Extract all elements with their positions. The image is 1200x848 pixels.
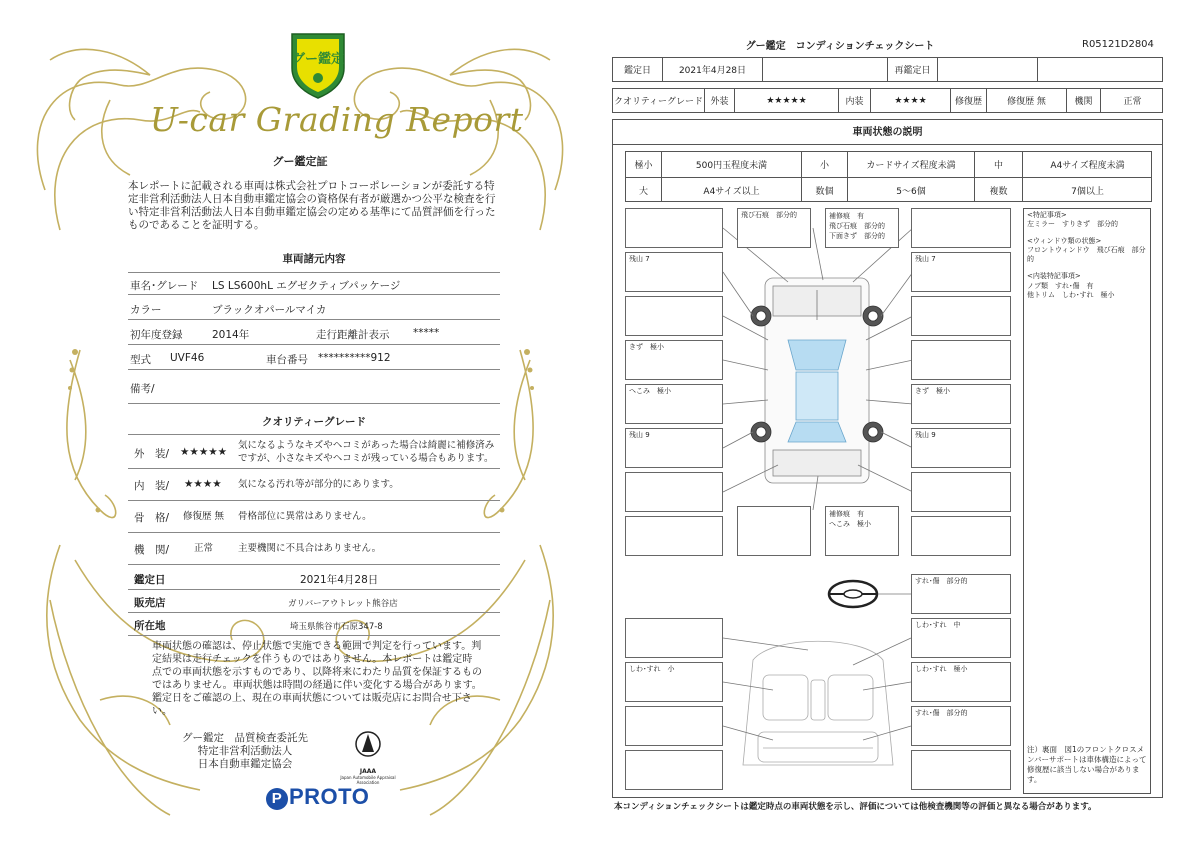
callout-text: しわ･すれ 極小	[915, 665, 968, 673]
callout-right-rear-tire	[911, 428, 1011, 468]
proto-mark-icon: P	[266, 788, 288, 810]
note-text: フロントウィンドウ 飛び石痕 部分的	[1027, 246, 1146, 264]
disclaimer: 車両状態の確認は、停止状態で実施できる範囲で判定を行っています。判定結果は走行チェックを伴うものではありません。本レポートは鑑定時点での車両状態を示すものであり、以降将来にわたり品質を保証するものではありません。車両状態は時間の経過に伴い変化する場合があります。鑑定日をご確認の上、現在の車両状態については販売店にお問合せ下さい。	[152, 641, 482, 717]
sheet-id: R05121D2804	[1082, 39, 1154, 50]
note-text: ノブ類 すれ･傷 有	[1027, 281, 1094, 290]
callout-box	[911, 472, 1011, 512]
callout-left-dent	[625, 384, 723, 424]
callout-box	[625, 208, 723, 248]
callout-text: しわ･すれ 小	[629, 665, 675, 673]
redate-value	[938, 58, 1038, 81]
spec-row-remarks	[128, 376, 500, 404]
registration-value: 2014年	[212, 329, 250, 341]
callout-box	[911, 340, 1011, 380]
shop-label: 販売店	[134, 597, 166, 609]
grade-engine-label: 機関	[1067, 89, 1101, 112]
callout-top-chip	[737, 208, 811, 248]
legend-value: 5～6個	[848, 178, 975, 202]
callout-left-tire	[625, 252, 723, 292]
proto-logo	[266, 784, 369, 810]
note-title: <内装特記事項>	[1027, 272, 1081, 281]
callout-box	[911, 208, 1011, 248]
address-value: 埼玉県熊谷市石原347-8	[290, 622, 383, 632]
redate-label: 再鑑定日	[888, 58, 938, 81]
grade-repair-value: 修復歴 無	[987, 89, 1067, 112]
callout-box	[911, 516, 1011, 556]
color-label: カラー	[130, 304, 162, 316]
badge-text: グー鑑定	[291, 52, 345, 67]
callout-text: きず 極小	[629, 343, 664, 351]
name-label: 車名･グレード	[130, 280, 199, 292]
callout-box	[625, 618, 723, 658]
callout-text: きず 極小	[915, 387, 950, 395]
callout-interior-r1	[911, 618, 1011, 658]
color-value: ブラックオパールマイカ	[212, 304, 327, 316]
callout-box	[737, 506, 811, 556]
sheet-footer: 本コンディションチェックシートは鑑定時点の車両状態を示し、評価については他検査機関等の評価と異なる場合があります。	[614, 802, 1097, 812]
legend-value: A4サイズ以上	[662, 178, 802, 202]
note-title: <ウィンドウ類の状態>	[1027, 237, 1102, 246]
note-text: 他トリム しわ･すれ 極小	[1027, 290, 1115, 299]
jaaa-emblem-icon	[353, 730, 383, 764]
callout-box	[625, 516, 723, 556]
spec-row-color	[128, 297, 500, 320]
cross-member-footnote: 注）裏面 図1のフロントクロスメンバーサポートは車体構造によって修復歴に該当しない場合があります。	[1027, 745, 1147, 785]
committee-line: 特定非営利活動法人	[197, 745, 293, 758]
date-value: 2021年4月28日	[663, 58, 763, 81]
callout-left-rear-tire	[625, 428, 723, 468]
mileage-label: 走行距離計表示	[316, 329, 390, 341]
quality-frame-row	[128, 501, 500, 533]
jaaa-logo	[338, 730, 398, 785]
callout-steering	[911, 574, 1011, 614]
callout-text: 残山 7	[915, 255, 936, 263]
callout-box	[625, 706, 723, 746]
callout-bottom-repair	[825, 506, 899, 556]
name-value: LS LS600hL エグゼクティブパッケージ	[212, 280, 401, 292]
appraisal-date-value: 2021年4月28日	[300, 574, 379, 586]
grade-engine-value: 正常	[1123, 97, 1142, 107]
goo-kantei-badge	[288, 30, 348, 100]
grade-interior-value: ★★★★	[871, 89, 951, 112]
model-label: 型式	[130, 354, 151, 366]
address-label: 所在地	[134, 620, 166, 632]
grade-exterior-label: 外装	[705, 89, 735, 112]
proto-logo-text: PROTO	[289, 784, 370, 809]
engine-desc: 主要機関に不具合はありません。	[238, 543, 382, 554]
committee-line: グー鑑定 品質検査委託先	[182, 732, 308, 744]
callout-box	[625, 472, 723, 512]
callout-text: 下面きず 部分的	[829, 232, 885, 241]
engine-label: 機 関/	[134, 544, 170, 556]
frame-desc: 骨格部位に異常はありません。	[238, 511, 372, 522]
jaaa-text: JAAA	[359, 768, 377, 775]
legend-key: 極小	[626, 152, 662, 177]
remarks-label: 備考/	[130, 383, 155, 395]
callout-text: 飛び石痕 部分的	[741, 211, 797, 219]
spec-row-registration	[128, 322, 500, 345]
specs-title: 車両諸元内容	[282, 253, 346, 265]
certificate-caption: グー鑑定証	[272, 155, 328, 168]
exterior-stars: ★★★★★	[180, 446, 228, 458]
legend-value: 7個以上	[1071, 186, 1104, 197]
legend-key: 大	[626, 178, 662, 202]
date-table	[612, 57, 1163, 82]
appraisal-address-row	[128, 613, 500, 636]
condition-title: 車両状態の説明	[613, 120, 1162, 145]
callout-text: 補修痕 有	[829, 510, 864, 518]
legend-key: 複数	[975, 178, 1023, 202]
interior-stars: ★★★★	[184, 478, 222, 490]
callout-right-tire	[911, 252, 1011, 292]
appraisal-date-row	[128, 567, 500, 590]
engine-value: 正常	[194, 543, 214, 554]
committee-block	[150, 732, 340, 771]
legend-value: 500円玉程度未満	[662, 152, 802, 177]
interior-label: 内 装/	[134, 480, 170, 492]
grade-interior-label: 内装	[839, 89, 871, 112]
callout-text: 残山 9	[629, 431, 650, 439]
spec-row-name	[128, 272, 500, 295]
chassis-label: 車台番号	[266, 354, 308, 366]
exterior-label: 外 装/	[134, 448, 170, 460]
redate-blank	[1038, 58, 1164, 81]
callout-box	[911, 750, 1011, 790]
callout-text: 飛び石痕 部分的	[829, 222, 885, 231]
quality-interior-row	[128, 469, 500, 501]
interior-desc: 気になる汚れ等が部分的にあります。	[238, 479, 399, 490]
legend-key: 数個	[802, 178, 848, 202]
notes-box	[1023, 208, 1151, 794]
exterior-desc-1: 気になるようなキズやヘコミがあった場合は綺麗に補修済み	[238, 440, 495, 451]
callout-text: 補修痕 有	[829, 212, 864, 220]
callout-text: すれ･傷 部分的	[915, 577, 968, 585]
exterior-desc-2: ですが、小さなキズやヘコミが残っている場合もあります。	[238, 453, 494, 464]
grade-label: クオリティーグレード	[613, 89, 705, 112]
date-label: 鑑定日	[613, 58, 663, 81]
vehicle-condition-box	[612, 119, 1163, 798]
report-title: U-car Grading Report	[150, 100, 524, 139]
spec-row-model	[128, 347, 500, 370]
appraisal-shop-row	[128, 590, 500, 613]
legend-value: A4サイズ程度未満	[1050, 161, 1125, 171]
note-text: 左ミラー すりきず 部分的	[1027, 220, 1118, 229]
callout-interior-r3	[911, 706, 1011, 746]
model-value: UVF46	[170, 352, 205, 364]
frame-label: 骨 格/	[134, 512, 170, 524]
grade-table	[612, 88, 1163, 113]
legend-value: カードサイズ程度未満	[848, 152, 975, 177]
callout-text: 残山 9	[915, 431, 936, 439]
quality-exterior-row	[128, 434, 500, 469]
callout-top-repair	[825, 208, 899, 248]
callout-text: しわ･すれ 中	[915, 621, 961, 629]
quality-engine-row	[128, 533, 500, 565]
callout-text: へこみ 極小	[829, 520, 871, 529]
chassis-value: **********912	[318, 352, 391, 364]
condition-check-sheet	[600, 0, 1200, 848]
appraisal-date-label: 鑑定日	[134, 574, 166, 586]
legend-key: 小	[802, 152, 848, 177]
certificate-intro: 本レポートに記載される車両は株式会社プロトコーポレーションが委託する特定非営利活動法人日本自動車鑑定協会の資格保有者が厳選かつ公平な検査を行い特定非営利活動法人日本自動車鑑定協会の定める基準にて品質評価を行ったものであることを証明する。	[128, 180, 496, 232]
jaaa-subtext: Japan Automobile Appraisal Association	[340, 775, 396, 785]
shop-value: ガリバーアウトレット熊谷店	[288, 599, 398, 609]
frame-value: 修復歴 無	[183, 511, 225, 522]
callout-left-scratch	[625, 340, 723, 380]
quality-title: クオリティーグレード	[262, 416, 366, 428]
date-blank	[763, 58, 888, 81]
sheet-title: グー鑑定 コンディションチェックシート	[745, 41, 935, 52]
callout-text: すれ･傷 部分的	[915, 709, 968, 717]
legend-key: 中	[975, 152, 1023, 177]
callout-box	[625, 296, 723, 336]
registration-label: 初年度登録	[130, 329, 183, 341]
callout-interior-l2	[625, 662, 723, 702]
grade-exterior-value: ★★★★★	[735, 89, 839, 112]
callout-right-scratch	[911, 384, 1011, 424]
committee-line: 日本自動車鑑定協会	[197, 758, 293, 771]
note-title: <特記事項>	[1027, 211, 1067, 219]
grade-repair-label: 修復歴	[951, 89, 987, 112]
callout-text: 残山 7	[629, 255, 650, 263]
callout-box	[625, 750, 723, 790]
callout-text: へこみ 極小	[629, 387, 671, 395]
callout-box	[911, 296, 1011, 336]
mileage-value: *****	[413, 327, 440, 339]
callout-interior-r2	[911, 662, 1011, 702]
